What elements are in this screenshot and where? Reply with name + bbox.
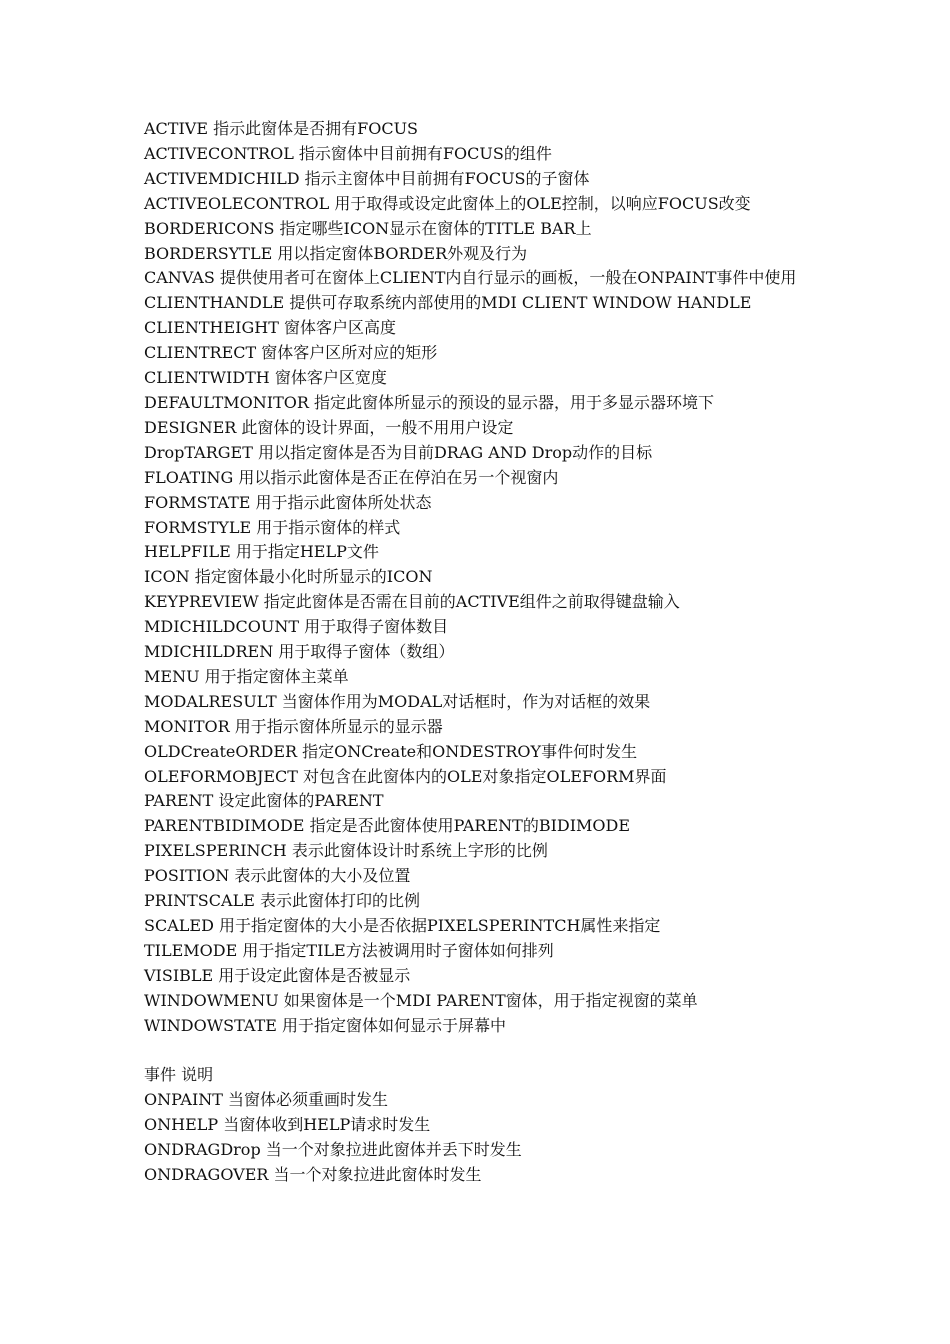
property-line: MONITOR 用于指示窗体所显示的显示器 — [144, 716, 443, 736]
property-line: MDICHILDCOUNT 用于取得子窗体数目 — [144, 617, 449, 637]
property-line: FLOATING 用以指示此窗体是否正在停泊在另一个视窗内 — [144, 467, 559, 487]
property-line: HELPFILE 用于指定HELP文件 — [144, 542, 379, 562]
document-body — [144, 117, 824, 1188]
property-line: POSITION 表示此窗体的大小及位置 — [144, 866, 411, 886]
property-line: FORMSTYLE 用于指示窗体的样式 — [144, 517, 401, 537]
property-line: ACTIVEOLECONTROL 用于取得或设定此窗体上的OLE控制，以响应FOCUS改变 — [144, 193, 751, 213]
property-line: WINDOWSTATE 用于指定窗体如何显示于屏幕中 — [144, 1015, 507, 1035]
property-line: CLIENTHEIGHT 窗体客户区高度 — [144, 318, 396, 338]
property-line: OLDCreateORDER 指定ONCreate和ONDESTROY事件何时发生 — [144, 741, 638, 761]
property-line: ACTIVECONTROL 指示窗体中目前拥有FOCUS的组件 — [144, 143, 552, 163]
event-line: ONPAINT 当窗体必须重画时发生 — [144, 1090, 389, 1110]
property-line: PARENT 设定此窗体的PARENT — [144, 791, 384, 811]
events-header: 事件 说明 — [144, 1065, 214, 1085]
property-line: DEFAULTMONITOR 指定此窗体所显示的预设的显示器，用于多显示器环境下 — [144, 392, 714, 412]
property-line: DropTARGET 用以指定窗体是否为目前DRAG AND Drop动作的目标 — [144, 442, 653, 462]
property-line: CLIENTRECT 窗体客户区所对应的矩形 — [144, 343, 438, 363]
property-line: BORDERSYTLE 用以指定窗体BORDER外观及行为 — [144, 243, 528, 263]
section-spacer — [144, 1039, 824, 1064]
property-line: PRINTSCALE 表示此窗体打印的比例 — [144, 891, 420, 911]
properties-list — [144, 117, 824, 1039]
property-line: CANVAS 提供使用者可在窗体上CLIENT内自行显示的画板，一般在ONPAINT事件中使用 — [144, 268, 797, 288]
event-line: ONHELP 当窗体收到HELP请求时发生 — [144, 1115, 431, 1135]
property-line: DESIGNER 此窗体的设计界面，一般不用用户设定 — [144, 417, 514, 437]
property-line: PARENTBIDIMODE 指定是否此窗体使用PARENT的BIDIMODE — [144, 816, 631, 836]
property-line: MENU 用于指定窗体主菜单 — [144, 666, 349, 686]
property-line: VISIBLE 用于设定此窗体是否被显示 — [144, 965, 411, 985]
property-line: FORMSTATE 用于指示此窗体所处状态 — [144, 492, 432, 512]
event-line: ONDRAGDrop 当一个对象拉进此窗体并丢下时发生 — [144, 1140, 522, 1160]
property-line: CLIENTHANDLE 提供可存取系统内部使用的MDI CLIENT WINDOW HANDLE — [144, 293, 752, 313]
property-line: ACTIVE 指示此窗体是否拥有FOCUS — [144, 119, 419, 138]
event-line: ONDRAGOVER 当一个对象拉进此窗体时发生 — [144, 1165, 482, 1185]
property-line: MODALRESULT 当窗体作用为MODAL对话框时，作为对话框的效果 — [144, 691, 651, 711]
property-line: KEYPREVIEW 指定此窗体是否需在目前的ACTIVE组件之前取得键盘输入 — [144, 592, 680, 612]
property-line: TILEMODE 用于指定TILE方法被调用时子窗体如何排列 — [144, 940, 554, 960]
property-line: CLIENTWIDTH 窗体客户区宽度 — [144, 368, 387, 388]
property-line: BORDERICONS 指定哪些ICON显示在窗体的TITLE BAR上 — [144, 218, 592, 238]
property-line: SCALED 用于指定窗体的大小是否依据PIXELSPERINTCH属性来指定 — [144, 916, 661, 935]
property-line: ICON 指定窗体最小化时所显示的ICON — [144, 567, 433, 587]
property-line: WINDOWMENU 如果窗体是一个MDI PARENT窗体，用于指定视窗的菜单 — [144, 990, 698, 1010]
events-list — [144, 1088, 824, 1188]
property-line: OLEFORMOBJECT 对包含在此窗体内的OLE对象指定OLEFORM界面 — [144, 766, 667, 786]
property-line: PIXELSPERINCH 表示此窗体设计时系统上字形的比例 — [144, 841, 548, 861]
property-line: ACTIVEMDICHILD 指示主窗体中目前拥有FOCUS的子窗体 — [144, 168, 590, 188]
property-line: MDICHILDREN 用于取得子窗体（数组） — [144, 642, 455, 662]
